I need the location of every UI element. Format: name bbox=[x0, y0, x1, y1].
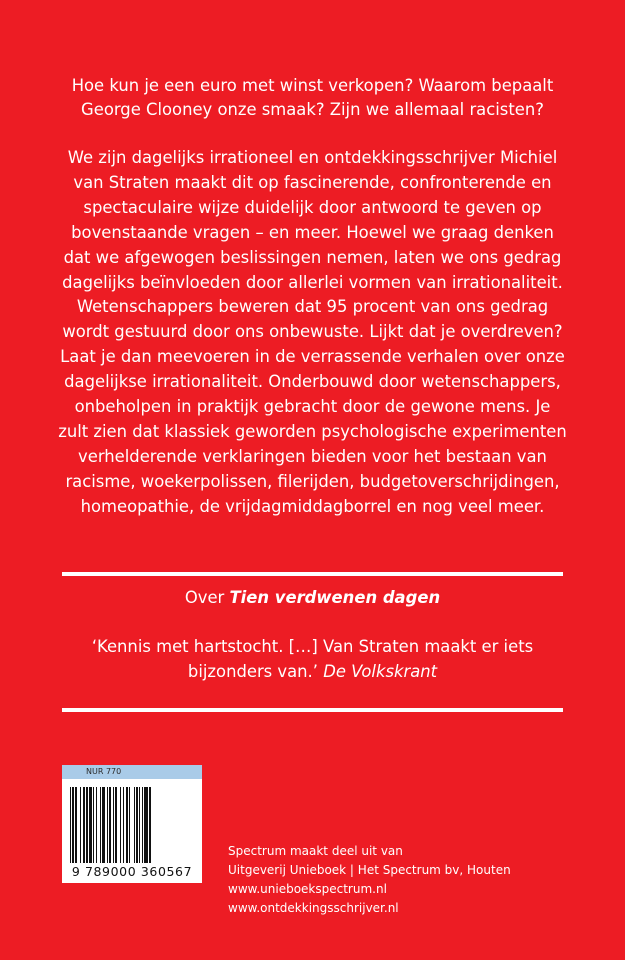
isbn-number: 9 789000 360567 bbox=[71, 864, 193, 879]
blurb-line: van Straten maakt dit op fascinerende, confronterende en bbox=[73, 172, 552, 192]
barcode-stripe bbox=[151, 787, 152, 863]
blurb-line: dagelijkse irrationaliteit. Onderbouwd door wetenschappers, bbox=[64, 372, 561, 392]
blurb-line: wordt gestuurd door ons onbewuste. Lijkt dat je overdreven? bbox=[62, 322, 563, 342]
blurb-line: homeopathie, de vrijdagmiddagborrel en nog veel meer. bbox=[80, 496, 545, 516]
blurb-line: Wetenschappers beweren dat 95 procent van ons gedrag bbox=[76, 297, 549, 317]
publisher-info bbox=[228, 842, 588, 918]
blurb-line: We zijn dagelijks irrationeel en ontdekkingsschrijver Michiel bbox=[67, 148, 558, 167]
publisher-line: Uitgeverij Unieboek | Het Spectrum bv, Houten bbox=[228, 863, 511, 877]
intro-questions bbox=[40, 74, 585, 122]
blurb-line: racisme, woekerpolissen, filerijden, budgetoverschrijdingen, bbox=[65, 471, 560, 491]
blurb-line: dagelijks beïnvloeden door allerlei vormen van irrationaliteit. bbox=[62, 272, 563, 292]
barcode-bars bbox=[70, 787, 196, 863]
blurb-line: verhelderende verklaringen bieden voor het bestaan van bbox=[78, 446, 547, 466]
review-book-title: Tien verdwenen dagen bbox=[229, 588, 441, 607]
divider-top bbox=[62, 572, 563, 576]
blurb-line: bovenstaande vragen – en meer. Hoewel we graag denken bbox=[71, 222, 554, 242]
blurb-text bbox=[40, 146, 585, 520]
divider-bottom bbox=[62, 708, 563, 712]
barcode-label bbox=[62, 765, 202, 883]
publisher-line: Spectrum maakt deel uit van bbox=[228, 844, 403, 858]
blurb-line: spectaculaire wijze duidelijk door antwoord te geven op bbox=[83, 197, 542, 217]
nur-code: NUR 770 bbox=[62, 765, 202, 779]
review-heading bbox=[40, 586, 585, 610]
review-heading-prefix: Over bbox=[184, 588, 225, 607]
intro-line: George Clooney onze smaak? Zijn we allemaal racisten? bbox=[81, 100, 544, 119]
publisher-website: www.unieboekspectrum.nl bbox=[228, 882, 387, 896]
quote-line: ‘Kennis met hartstocht. […] Van Straten maakt er iets bbox=[91, 637, 534, 656]
intro-line: Hoe kun je een euro met winst verkopen? Waarom bepaalt bbox=[71, 76, 554, 95]
quote-line: bijzonders van.’ bbox=[187, 662, 318, 681]
blurb-line: dat we afgewogen beslissingen nemen, laten we ons gedrag bbox=[63, 247, 562, 267]
blurb-line: Laat je dan meevoeren in de verrassende verhalen over onze bbox=[60, 347, 565, 367]
quote-source: De Volkskrant bbox=[323, 662, 438, 681]
author-website: www.ontdekkingsschrijver.nl bbox=[228, 901, 399, 915]
blurb-line: onbeholpen in praktijk gebracht door de gewone mens. Je bbox=[74, 397, 551, 417]
blurb-line: zult zien dat klassiek geworden psychologische experimenten bbox=[58, 421, 567, 441]
review-quote bbox=[40, 634, 585, 684]
